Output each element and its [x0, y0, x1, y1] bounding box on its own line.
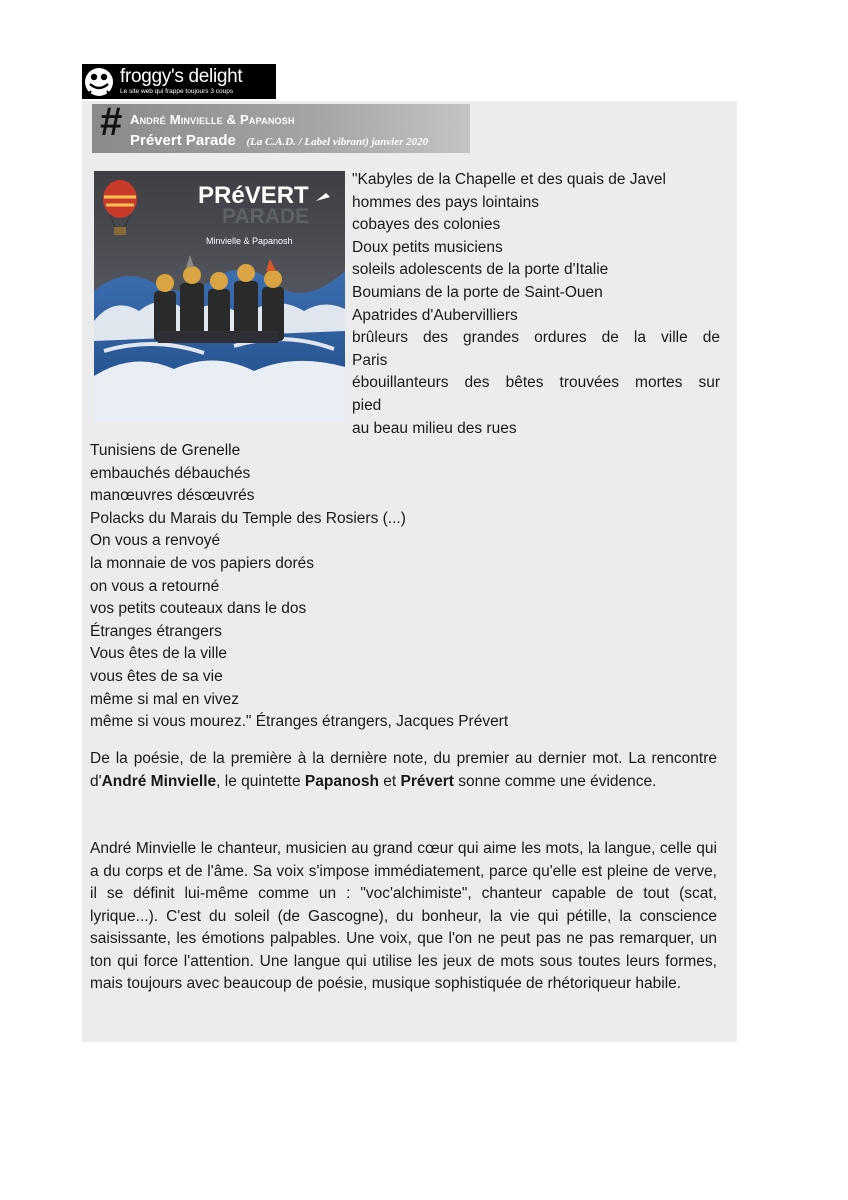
- poem-line: soleils adolescents de la porte d'Italie: [352, 261, 609, 279]
- poet-name-bold: Prévert: [400, 772, 454, 790]
- poem-line: ébouillanteurs des bêtes trouvées mortes sur: [352, 374, 720, 392]
- cover-title: PRéVERT: [198, 182, 309, 209]
- site-tagline: Le site web qui frappe toujours 3 coups: [120, 88, 234, 96]
- band-name-bold: Papanosh: [304, 772, 379, 790]
- poem-line: On vous a renvoyé: [90, 532, 221, 550]
- poem-line: Apatrides d'Aubervilliers: [352, 306, 518, 324]
- text-run: De la poésie, de la première à la dernière note, du premier au dernier mot. La rencontre d': [90, 750, 717, 790]
- poem-right-column: [352, 169, 720, 440]
- frog-icon: [82, 65, 116, 99]
- artist-name-bold: André Minvielle: [101, 772, 217, 790]
- album-cover: [94, 171, 345, 422]
- album-label-date: (La C.A.D. / Label vibrant) janvier 2020: [246, 136, 429, 148]
- cover-artists: Minvielle & Papanosh: [206, 236, 293, 246]
- poem-line: vos petits couteaux dans le dos: [90, 600, 307, 618]
- poem-line: Boumians de la porte de Saint-Ouen: [352, 283, 603, 301]
- poem-line: Vous êtes de la ville: [90, 645, 228, 663]
- poem-line: la monnaie de vos papiers dorés: [90, 554, 315, 572]
- text-run: , le quintette: [216, 772, 305, 790]
- article-panel: [82, 101, 737, 1042]
- text-run: et: [379, 772, 401, 790]
- cover-subtitle: PARADE: [222, 205, 310, 228]
- body-paragraph: André Minvielle le chanteur, musicien au grand cœur qui aime les mots, la langue, celle qui a du corps et de l'âme. Sa voix s'impose immédiatement, parce qu'elle est pleine de verve, il se définit lui-même comme un : "voc'alchimiste", chanteur capable de tout (scat, lyrique...). C'est du soleil (de Gascogne), du bonheur, la vie qui pétille, la conscience saisissante, les émotions palpables. Une voix, que l'on ne peut pas ne pas remarquer, un ton qui force l'attention. Une langue qui utilise les jeux de mots sous toutes leurs formes, mais toujours avec beaucoup de poésie, musique sophistiquée de rhétoriqueur habile.: [90, 840, 717, 992]
- album-line: [130, 132, 428, 150]
- poem-line: au beau milieu des rues: [352, 419, 517, 437]
- poem-line: hommes des pays lointains: [352, 193, 539, 211]
- poem-line: "Kabyles de la Chapelle et des quais de Javel: [352, 171, 666, 188]
- poem-line: Étranges étrangers: [90, 622, 222, 640]
- album-title: Prévert Parade: [130, 132, 236, 149]
- site-name: froggy's delight: [120, 66, 243, 88]
- artist-name: André Minvielle & Papanosh: [130, 112, 295, 127]
- poem-line: brûleurs des grandes ordures de la ville de: [352, 329, 720, 347]
- poem-line: Paris: [352, 351, 388, 369]
- poem-line: Doux petits musiciens: [352, 238, 503, 256]
- poem-line: Polacks du Marais du Temple des Rosiers (...): [90, 509, 406, 527]
- review-header-banner: [92, 100, 470, 153]
- poem-line: embauchés débauchés: [90, 464, 251, 482]
- intro-paragraph: [90, 748, 717, 793]
- site-logo[interactable]: [82, 64, 276, 99]
- poem-line: même si mal en vivez: [90, 690, 240, 708]
- poem-line: Tunisiens de Grenelle: [90, 442, 241, 459]
- hash-icon: #: [100, 100, 123, 144]
- text-run: sonne comme une évidence.: [453, 772, 657, 790]
- poem-line: manœuvres désœuvrés: [90, 487, 255, 505]
- poem-line: pied: [352, 396, 382, 414]
- poem-line: cobayes des colonies: [352, 216, 501, 234]
- poem-line: vous êtes de sa vie: [90, 667, 223, 685]
- poem-line: même si vous mourez." Étranges étrangers, Jacques Prévert: [90, 713, 509, 731]
- poem-full-column: [90, 440, 730, 734]
- poem-line: on vous a retourné: [90, 577, 220, 595]
